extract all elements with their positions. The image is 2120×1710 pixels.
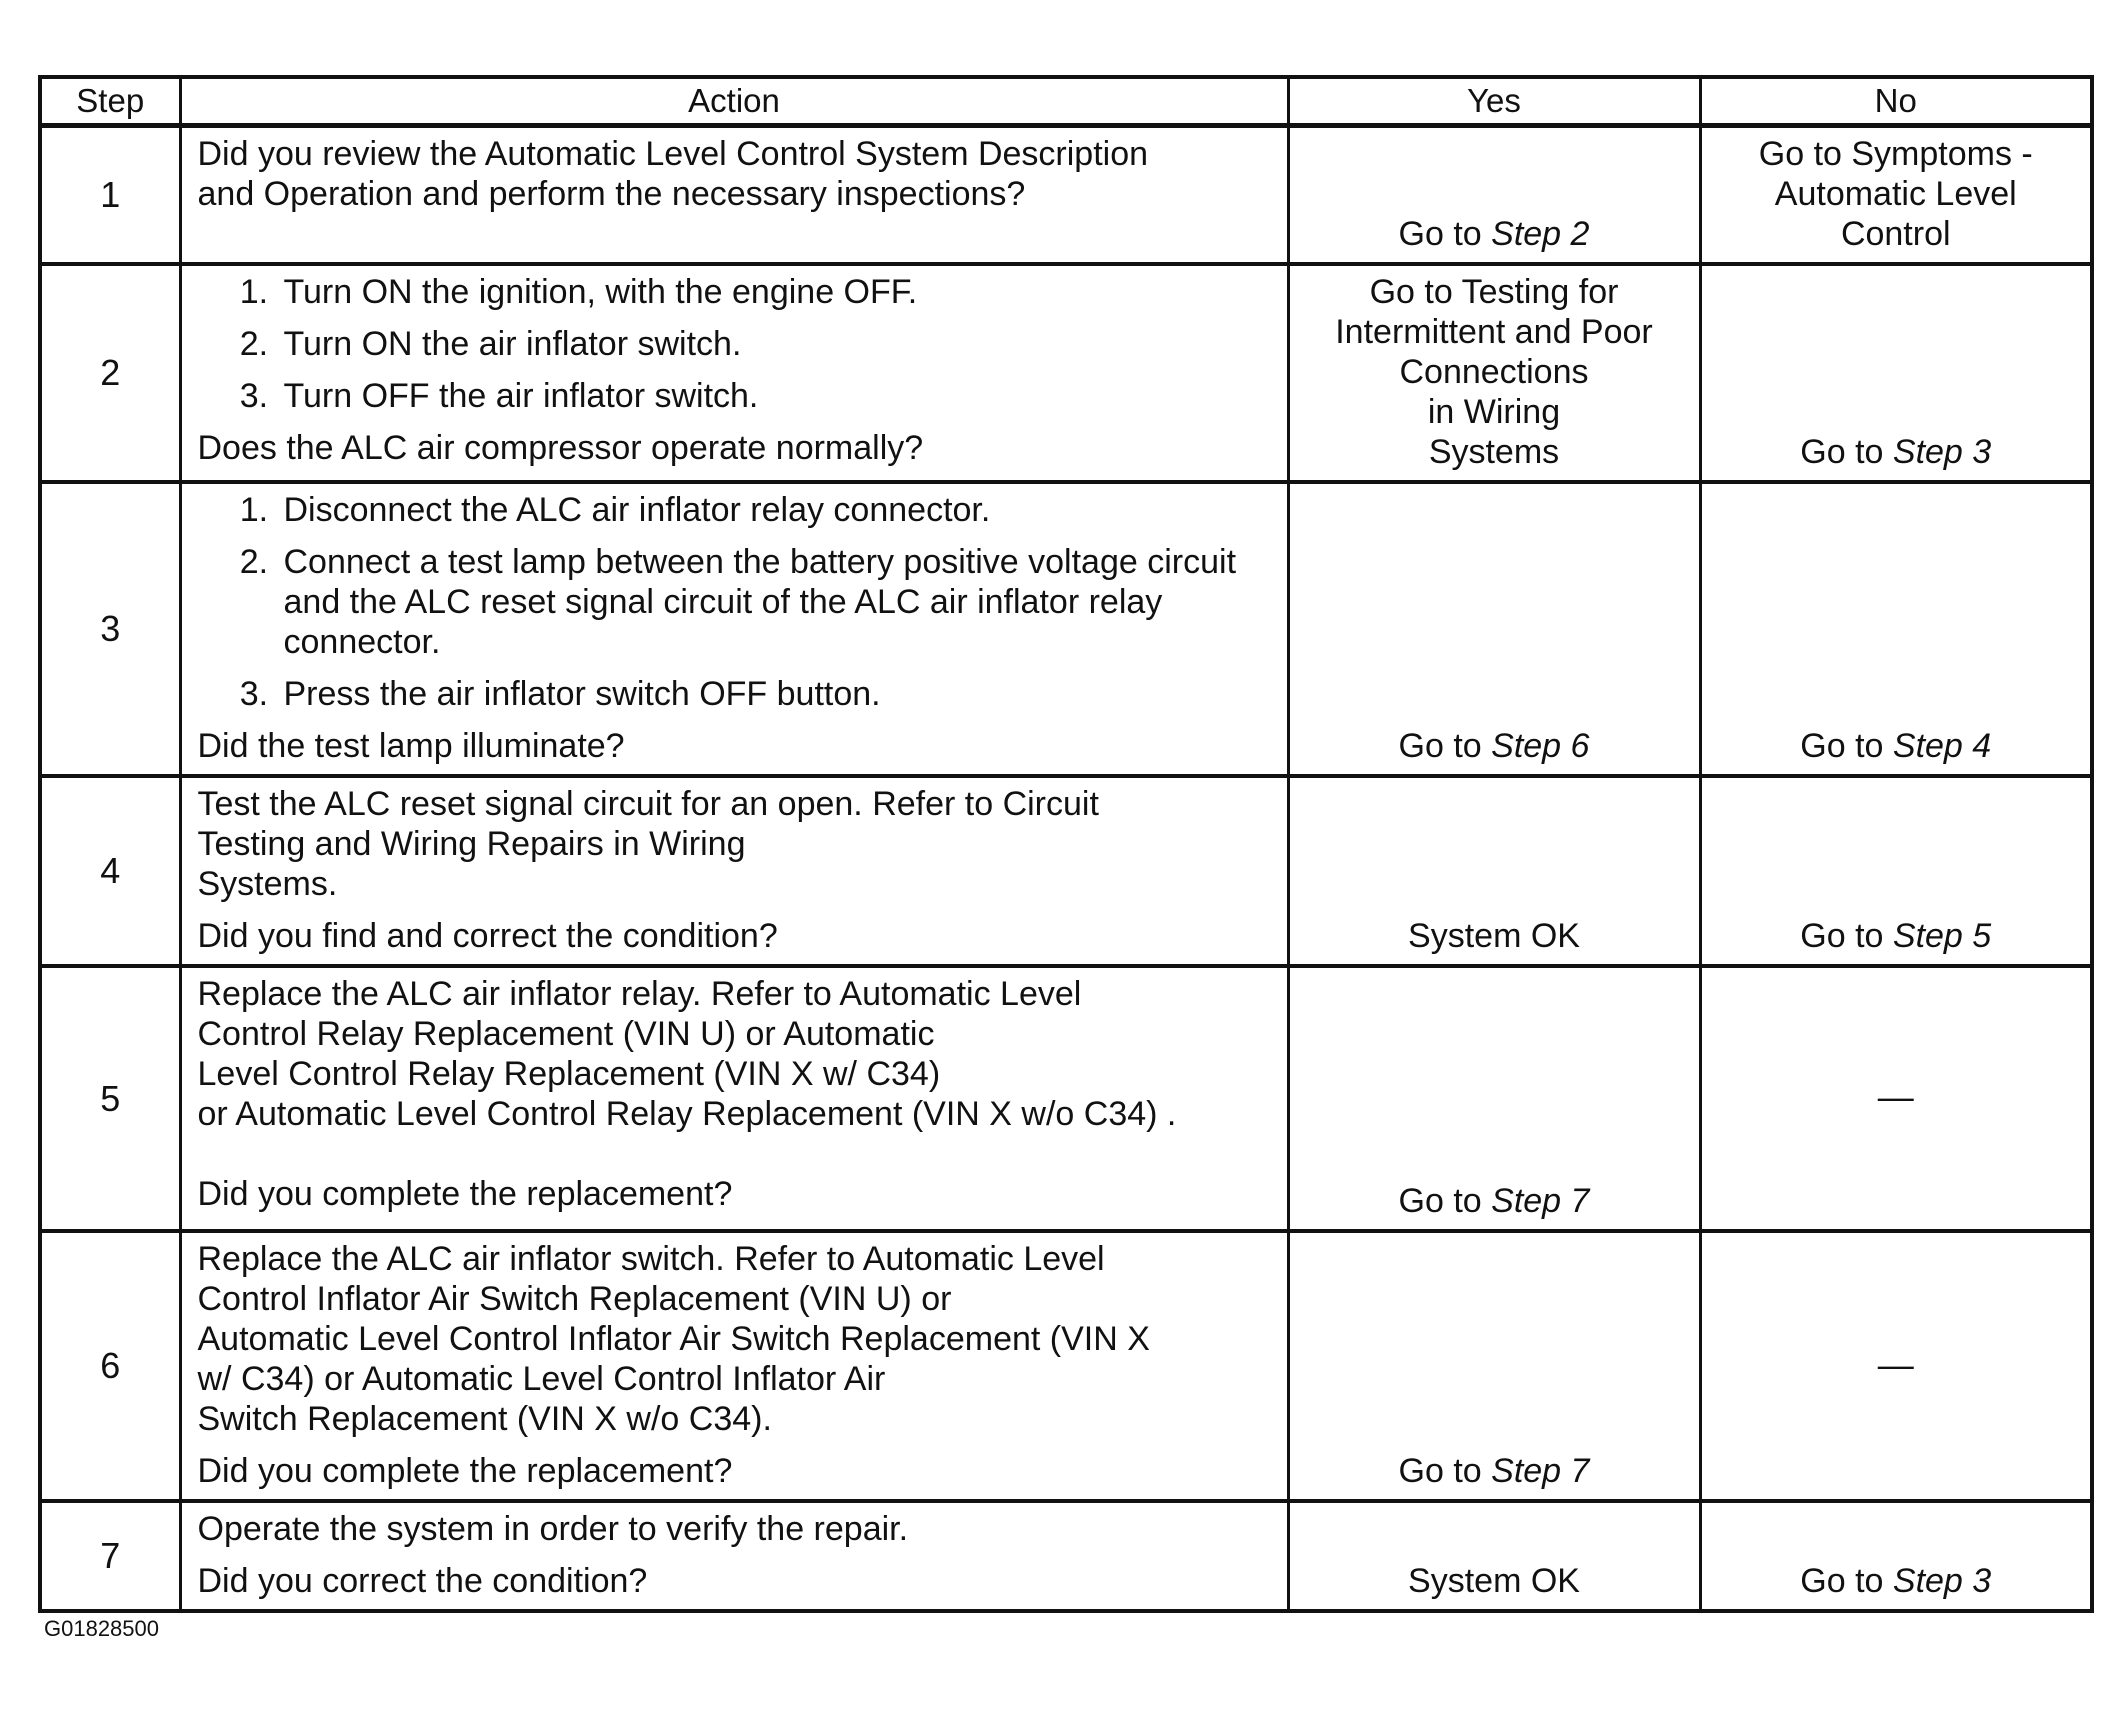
no-cell (1700, 776, 2092, 966)
action-line: w/ C34) or Automatic Level Control Inflator Air (197, 1360, 886, 1398)
yes-cell: System OK (1288, 776, 1700, 966)
yes-cell (1288, 126, 1700, 265)
no-line[interactable]: Automatic Level (1774, 175, 2017, 213)
table-row (40, 966, 2092, 1231)
step-link[interactable]: Step 3 (1892, 433, 1992, 471)
action-line: Control Relay Replacement (VIN U) or Automatic (197, 1015, 935, 1053)
step-number: 2 (40, 264, 180, 482)
action-item: 3. Turn OFF the air inflator switch. (278, 376, 1271, 416)
no-cell (1700, 482, 2092, 776)
action-cell (180, 966, 1288, 1231)
yes-cell (1288, 482, 1700, 776)
action-question: Does the ALC air compressor operate normally? (197, 429, 924, 467)
no-cell (1700, 966, 2092, 1231)
yes-line[interactable]: Go to Testing for (1369, 273, 1619, 311)
action-item: 2. Connect a test lamp between the battery positive voltage circuit and the ALC reset signal circuit of the ALC air inflator relay connector. (278, 542, 1271, 662)
step-link[interactable]: Step 6 (1491, 727, 1590, 765)
step-number: 7 (40, 1501, 180, 1611)
step-link[interactable]: Step 5 (1892, 917, 1992, 955)
action-line: Level Control Relay Replacement (VIN X w/ C34) (197, 1055, 941, 1093)
action-cell (180, 1501, 1288, 1611)
yes-cell (1288, 264, 1700, 482)
header-yes: Yes (1288, 77, 1700, 126)
action-question: Did the test lamp illuminate? (197, 727, 625, 765)
table-row (40, 482, 2092, 776)
no-prefix: Go to (1800, 433, 1893, 471)
action-cell (180, 482, 1288, 776)
spacer (198, 1134, 1271, 1174)
action-item: 1. Disconnect the ALC air inflator relay connector. (278, 490, 1271, 530)
yes-cell (1288, 966, 1700, 1231)
header-row (40, 77, 2092, 126)
yes-prefix: Go to (1398, 1452, 1492, 1490)
no-cell (1700, 1501, 2092, 1611)
table-row (40, 126, 2092, 265)
header-no: No (1700, 77, 2092, 126)
step-link[interactable]: Step 2 (1491, 215, 1590, 253)
yes-cell (1288, 1231, 1700, 1501)
yes-line: in Wiring (1427, 393, 1561, 431)
action-line: or Automatic Level Control Relay Replacement (VIN X w/o C34) . (197, 1095, 1177, 1133)
action-line: Systems. (197, 865, 338, 903)
no-line[interactable]: Control (1840, 215, 1951, 253)
action-question: Did you find and correct the condition? (197, 917, 778, 955)
not-applicable-dash: — (1877, 1343, 1914, 1385)
action-line: Operate the system in order to verify the repair. (197, 1510, 909, 1548)
step-number: 1 (40, 126, 180, 265)
action-line: Testing and Wiring Repairs in Wiring (197, 825, 746, 863)
no-cell (1700, 264, 2092, 482)
action-line: Switch Replacement (VIN X w/o C34). (197, 1400, 772, 1438)
action-item: 1. Turn ON the ignition, with the engine OFF. (278, 272, 1271, 312)
table-row (40, 1501, 2092, 1611)
no-cell (1700, 1231, 2092, 1501)
table-row (40, 776, 2092, 966)
action-item: 2. Turn ON the air inflator switch. (278, 324, 1271, 364)
action-list (198, 490, 1271, 714)
yes-line[interactable]: Intermittent and Poor (1335, 313, 1653, 351)
action-cell (180, 776, 1288, 966)
no-line[interactable]: Go to Symptoms - (1758, 135, 2033, 173)
action-item: 3. Press the air inflator switch OFF button. (278, 674, 1271, 714)
action-line: and Operation and perform the necessary inspections? (197, 175, 1026, 213)
action-question: Did you complete the replacement? (197, 1175, 733, 1213)
yes-line: Systems (1428, 433, 1560, 471)
action-line: Replace the ALC air inflator switch. Refer to Automatic Level (197, 1240, 1105, 1278)
action-question: Did you complete the replacement? (197, 1452, 733, 1490)
action-line: Test the ALC reset signal circuit for an open. Refer to Circuit (197, 785, 1099, 823)
table-row (40, 1231, 2092, 1501)
step-link[interactable]: Step 3 (1892, 1562, 1992, 1600)
diagnostic-table (38, 75, 2094, 1613)
step-link[interactable]: Step 7 (1491, 1452, 1590, 1490)
figure-code: G01828500 (44, 1616, 159, 1641)
no-prefix: Go to (1800, 1562, 1893, 1600)
action-line: Replace the ALC air inflator relay. Refer to Automatic Level (197, 975, 1082, 1013)
step-number: 6 (40, 1231, 180, 1501)
header-step: Step (40, 77, 180, 126)
yes-prefix: Go to (1398, 727, 1492, 765)
no-prefix: Go to (1800, 727, 1893, 765)
action-line: Did you review the Automatic Level Control System Description (197, 135, 1149, 173)
header-action: Action (180, 77, 1288, 126)
table-row (40, 264, 2092, 482)
yes-cell: System OK (1288, 1501, 1700, 1611)
no-cell (1700, 126, 2092, 265)
yes-line[interactable]: Connections (1399, 353, 1589, 391)
yes-prefix: Go to (1398, 1182, 1492, 1220)
action-cell (180, 264, 1288, 482)
not-applicable-dash: — (1877, 1076, 1914, 1117)
yes-prefix: Go to (1398, 215, 1492, 253)
action-list (198, 272, 1271, 416)
action-cell (180, 126, 1288, 265)
step-link[interactable]: Step 4 (1892, 727, 1992, 765)
step-number: 3 (40, 482, 180, 776)
action-line: Control Inflator Air Switch Replacement (VIN U) or (197, 1280, 952, 1318)
step-number: 4 (40, 776, 180, 966)
action-question: Did you correct the condition? (197, 1562, 648, 1600)
action-line: Automatic Level Control Inflator Air Switch Replacement (VIN X (197, 1320, 1150, 1358)
no-prefix: Go to (1800, 917, 1893, 955)
step-number: 5 (40, 966, 180, 1231)
action-cell (180, 1231, 1288, 1501)
step-link[interactable]: Step 7 (1491, 1182, 1590, 1220)
